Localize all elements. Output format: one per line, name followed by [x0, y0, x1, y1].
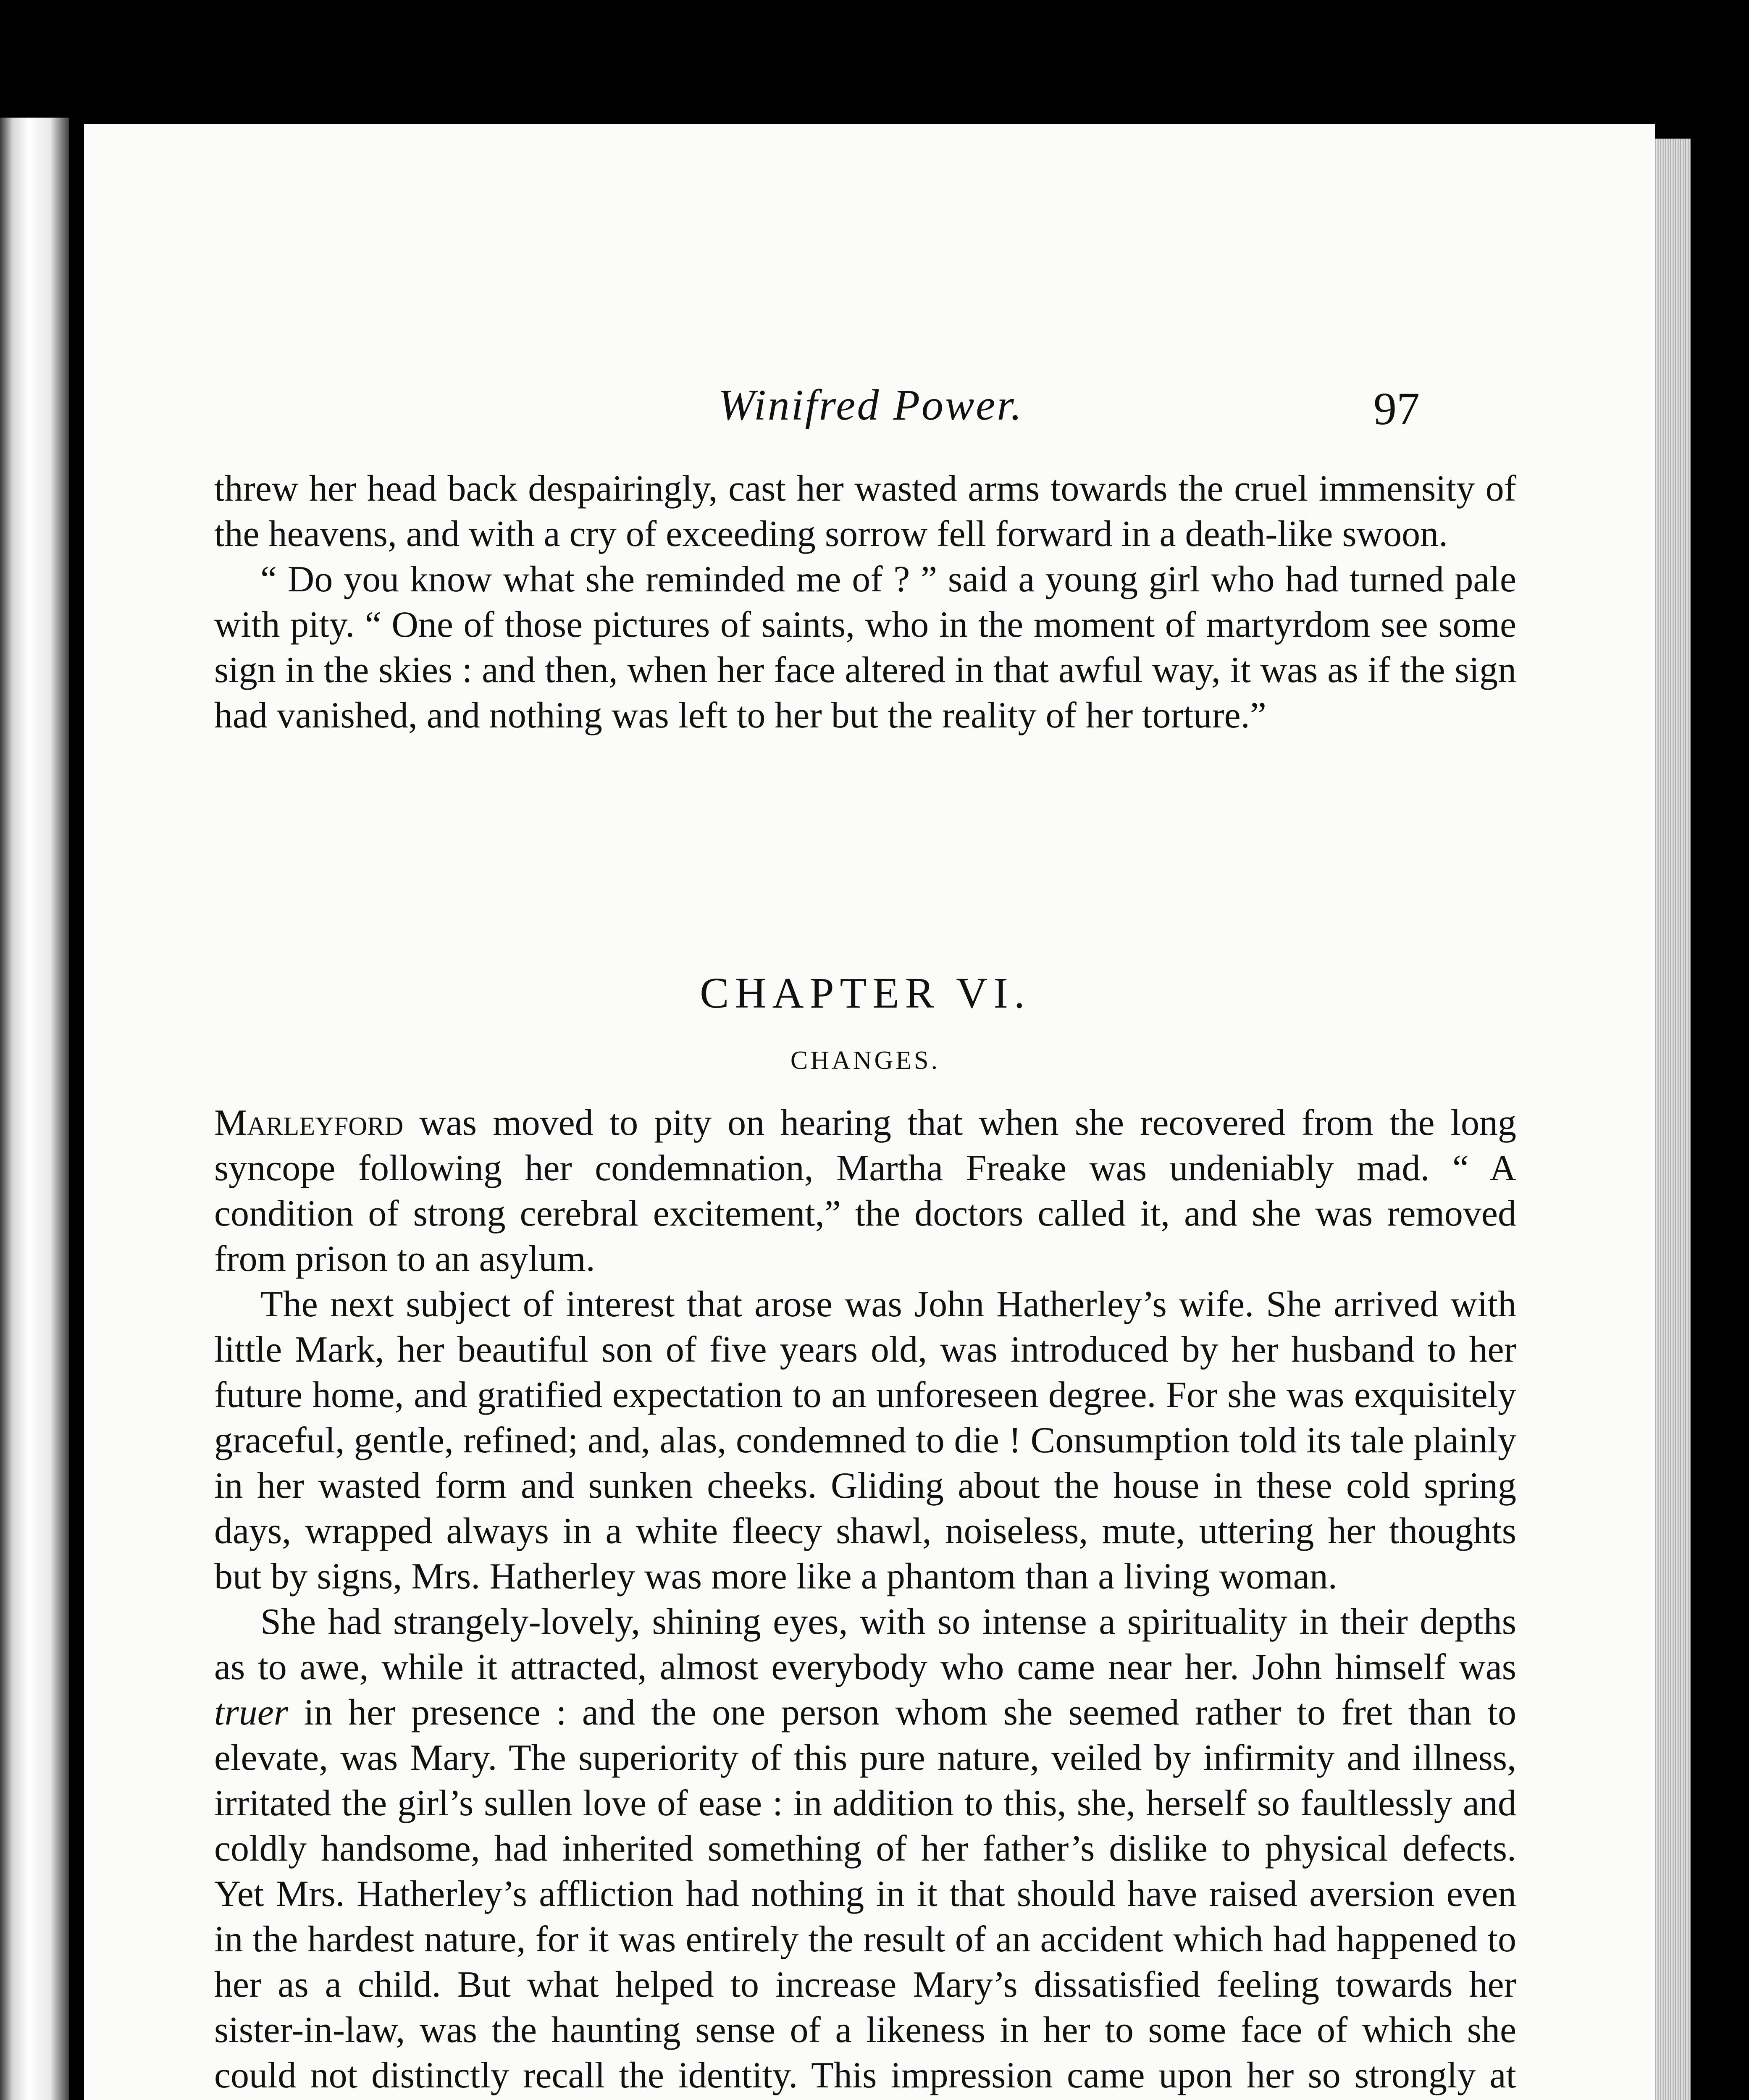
chapter-title: CHAPTER VI.: [700, 969, 1031, 1017]
book-page: [84, 124, 1655, 2100]
paragraph-text: in her presence : and the one person whom she seemed rather to fret than to elevate, was Mary. The superiority of this pure nature, veiled by infirmity and illness, irritated the girl’s sullen love of ease : in addition to this, she, herself so faultlessly and coldly handsome, had inherited something of her father’s dislike to physical defects. Yet Mrs. Hatherley’s affliction had nothing in it that should have raised aversion even in the hardest nature, for it was entirely the result of an accident which had happened to her as a child. But what helped to increase Mary’s dissatisfied feeling towards her sister-in-law, was the haunting sense of a likeness in her to some face of which she could not distinctly recall the identity. This impression came upon her so strongly at: [214, 1692, 1516, 2096]
paragraph: [214, 1599, 1516, 2100]
running-head: [84, 380, 1655, 434]
paragraph-text: She had strangely-lovely, shining eyes, with so intense a spirituality in their depths as to awe, while it attracted, almost everybody who came near her. John himself was: [214, 1601, 1516, 1688]
running-title: Winifred Power.: [718, 381, 1024, 429]
italic-word: truer: [214, 1692, 288, 1733]
page-fore-edge: [1655, 139, 1691, 2100]
gutter-shadow: [69, 109, 81, 2100]
paragraph: The next subject of interest that arose was John Hatherley’s wife. She arrived with little Mark, her beautiful son of five years old, was introduced by her husband to her future home, and gratified expectation to an unforeseen degree. For she was exquisitely graceful, gentle, refined; and, alas, condemned to die ! Consumption told its tale plainly in her wasted form and sunken cheeks. Gliding about the house in these cold spring days, wrapped always in a white fleecy shawl, noiseless, mute, uttering her thoughts but by signs, Mrs. Hatherley was more like a phantom than a living woman.: [214, 1284, 1516, 1597]
paragraph: threw her head back despairingly, cast her wasted arms towards the cruel immensity of the heavens, and with a cry of exceeding sorrow fell forward in a death-like swoon.: [214, 468, 1516, 554]
opening-word: Marleyford: [214, 1102, 404, 1143]
facing-page-spine: [0, 118, 71, 2100]
chapter-subtitle: CHANGES.: [790, 1046, 940, 1075]
paragraph: “ Do you know what she reminded me of ? ” said a young girl who had turned pale with pity. “ One of those pictures of saints, who in the moment of martyrdom see some sign in the skies : and then, when her face altered in that awful way, it was as if the sign had vanished, and nothing was left to her but the reality of her torture.”: [214, 559, 1516, 736]
page-number: 97: [1373, 383, 1420, 434]
paragraph-text: was moved to pity on hearing that when she recovered from the long syncope following her condemnation, Martha Freake was undeniably mad. “ A condition of strong cerebral excitement,” the doctors called it, and she was removed from prison to an asylum.: [214, 1102, 1516, 1279]
opening-text: [214, 466, 1516, 738]
chapter-body: [214, 1100, 1516, 2100]
paragraph: [214, 1100, 1516, 1282]
